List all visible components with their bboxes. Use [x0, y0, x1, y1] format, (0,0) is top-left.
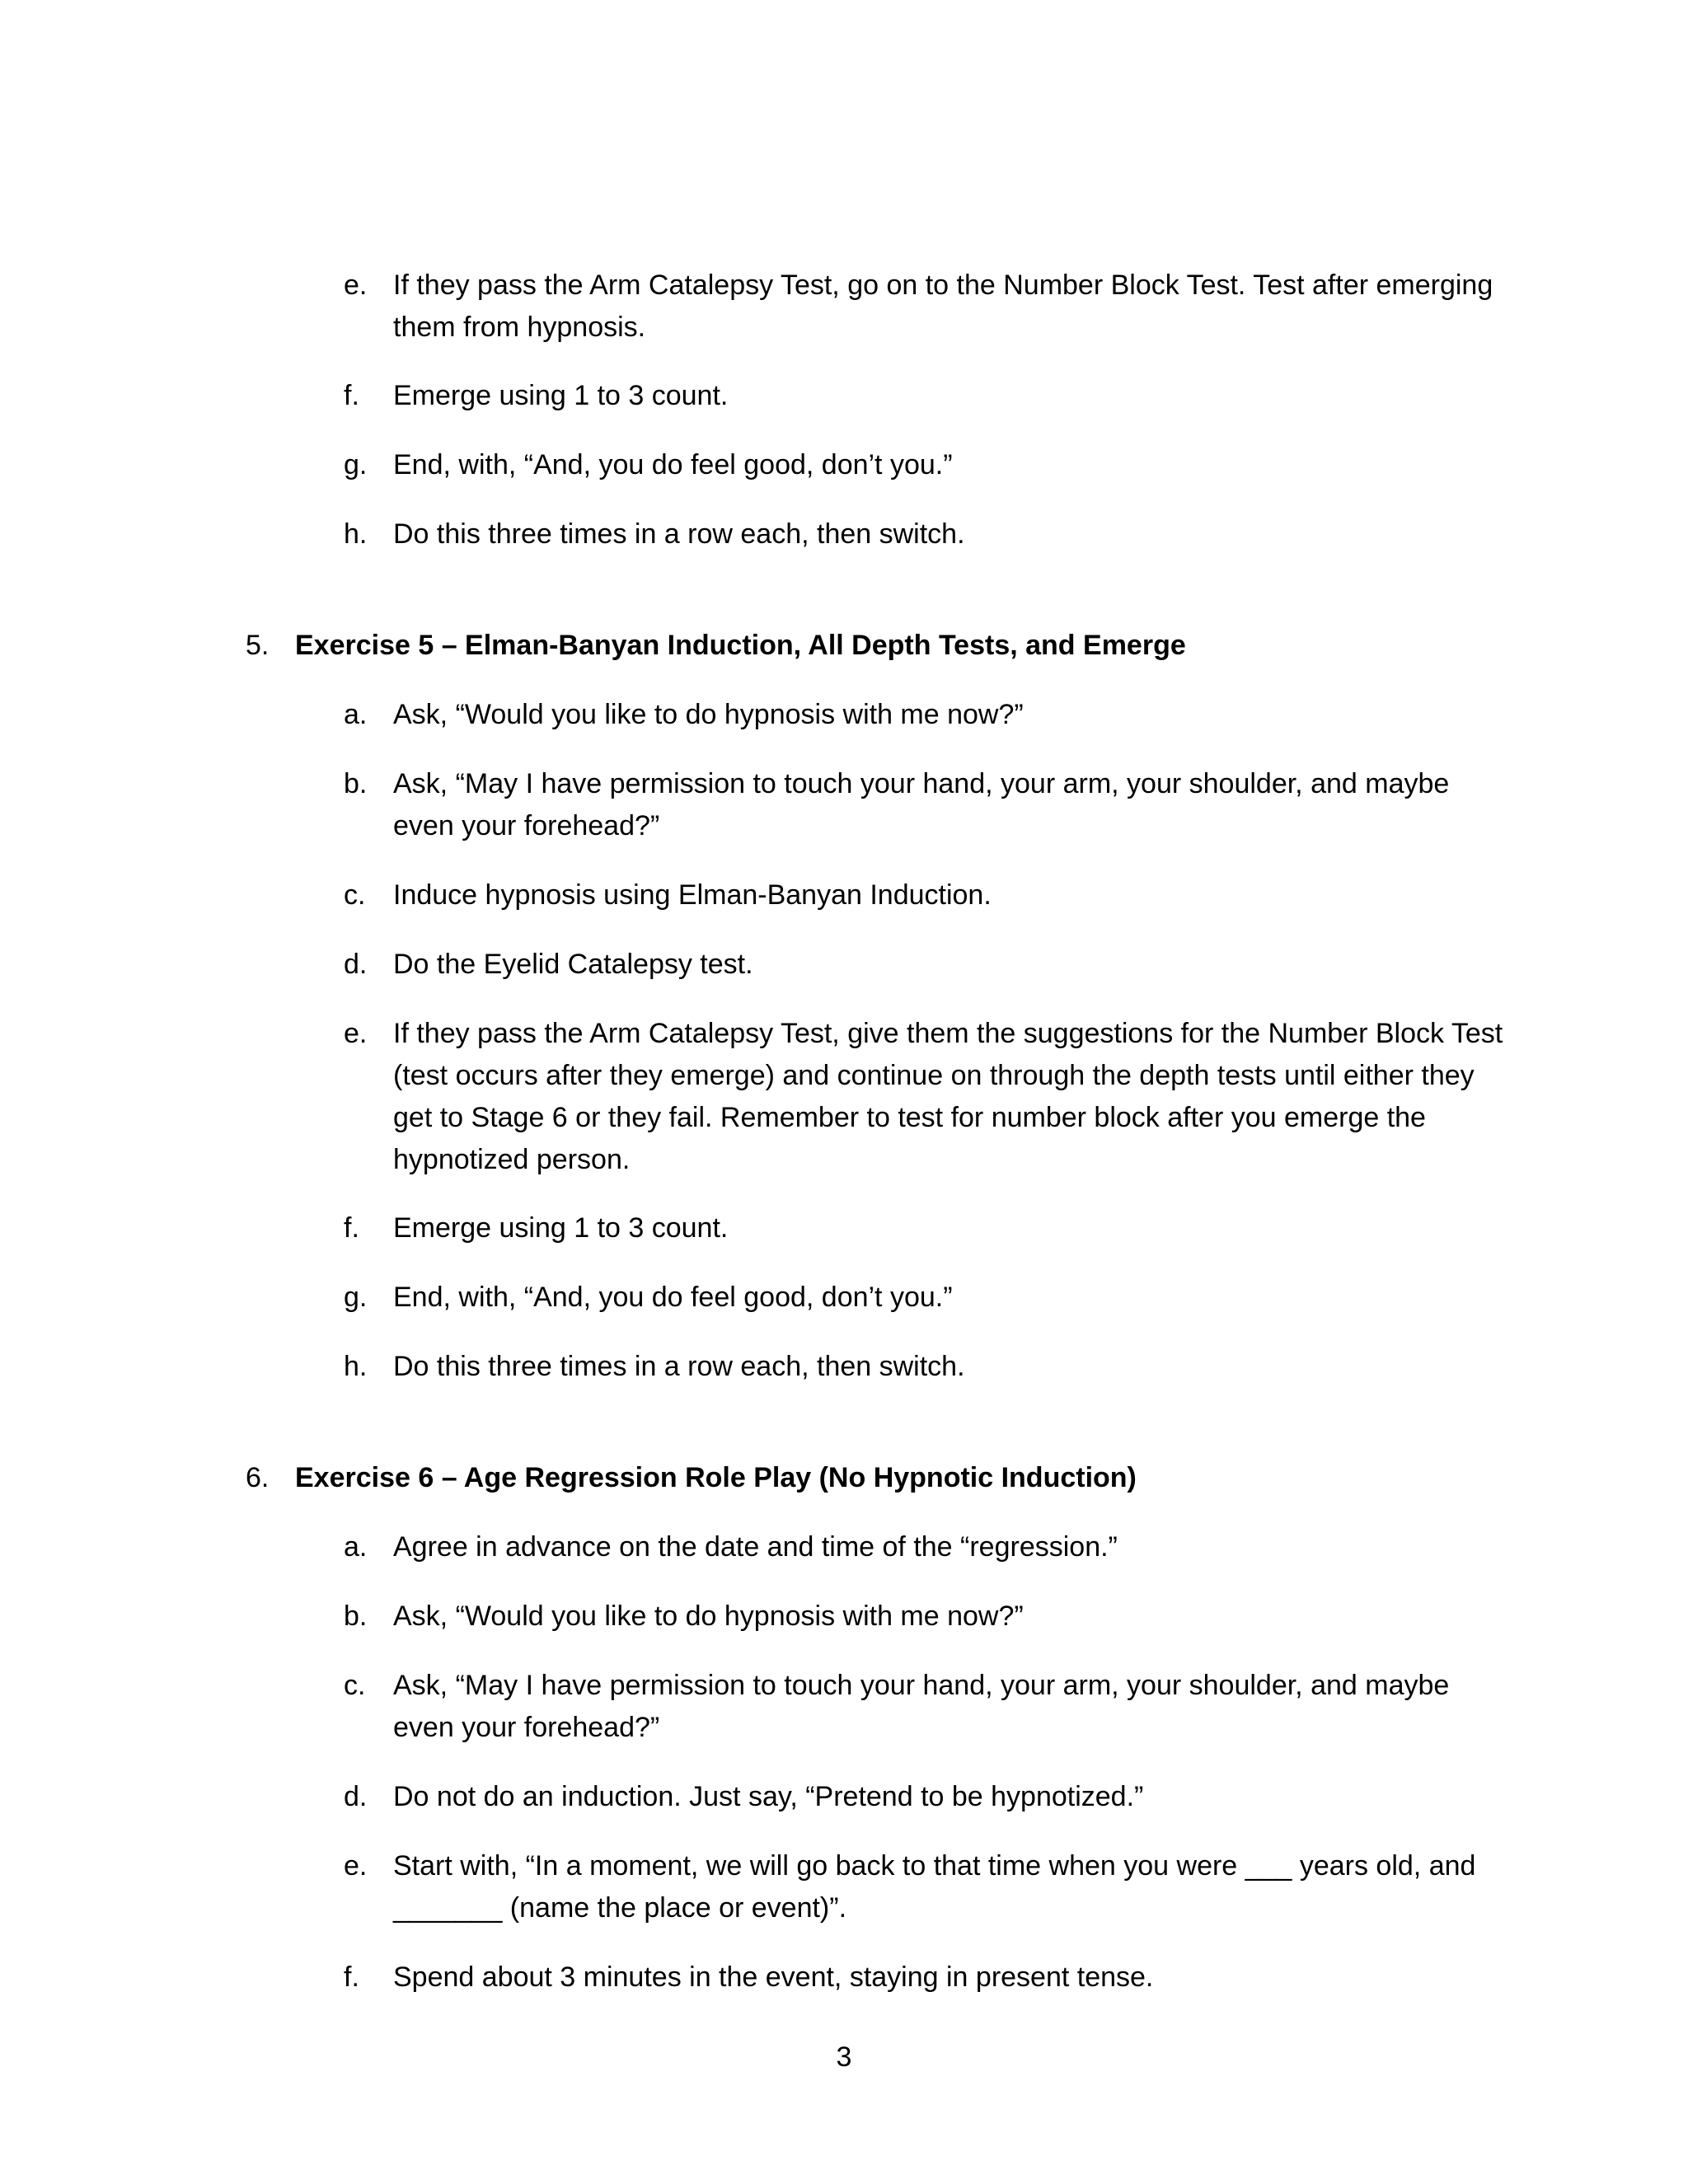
list-marker: b. — [344, 1601, 368, 1632]
list-item-text: Do this three times in a row each, then switch. — [393, 1351, 965, 1382]
list-marker: h. — [344, 1351, 368, 1382]
list-item-text: If they pass the Arm Catalepsy Test, go on to the Number Block Test. Test after emerging them from hypnosis. — [393, 269, 1493, 343]
list-item-text: Do this three times in a row each, then switch. — [393, 518, 965, 550]
list-marker: f. — [344, 380, 359, 411]
list-item-text: Do not do an induction. Just say, “Pretend to be hypnotized.” — [393, 1781, 1144, 1812]
list-item-text: Start with, “In a moment, we will go back to that time when you were ___ years old, and _______ (name the place or event)”. — [393, 1850, 1476, 1924]
list-marker: c. — [344, 879, 366, 911]
section-number: 5. — [246, 630, 270, 661]
list-item-text: If they pass the Arm Catalepsy Test, give them the suggestions for the Number Block Test (test occurs after they emerge) and continue on through the depth tests until either they get to Stage 6 or they fail. Remember to test for number block after you emerge the hypnotized person. — [393, 1018, 1503, 1175]
list-item-text: Ask, “May I have permission to touch your hand, your arm, your shoulder, and maybe even your forehead?” — [393, 768, 1450, 841]
list-item-text: Spend about 3 minutes in the event, staying in present tense. — [393, 1961, 1154, 1993]
list-marker: e. — [344, 1018, 368, 1049]
list-item — [344, 1776, 1514, 1818]
list-marker: b. — [344, 768, 368, 799]
list-item-text: Induce hypnosis using Elman-Banyan Induction. — [393, 879, 992, 911]
list-marker: f. — [344, 1961, 359, 1993]
list-item-text: Emerge using 1 to 3 count. — [393, 1212, 729, 1244]
list-item — [344, 1346, 1514, 1388]
list-marker: f. — [344, 1212, 359, 1244]
list-item — [344, 1596, 1514, 1638]
section-number: 6. — [246, 1462, 270, 1493]
list-marker: c. — [344, 1670, 366, 1701]
list-item — [344, 1957, 1514, 1999]
list-item — [344, 1207, 1514, 1249]
list-marker: g. — [344, 1282, 368, 1313]
list-item-text: Ask, “Would you like to do hypnosis with me now?” — [393, 699, 1024, 730]
list-item — [344, 1013, 1514, 1181]
list-marker: d. — [344, 1781, 368, 1812]
list-item-text: End, with, “And, you do feel good, don’t you.” — [393, 449, 953, 480]
list-marker: e. — [344, 269, 368, 301]
list-item — [344, 1277, 1514, 1319]
list-marker: a. — [344, 1531, 368, 1563]
list-marker: h. — [344, 518, 368, 550]
list-item — [344, 874, 1514, 916]
list-item-text: Do the Eyelid Catalepsy test. — [393, 949, 753, 980]
list-item-text: Ask, “Would you like to do hypnosis with me now?” — [393, 1601, 1024, 1632]
list-item — [344, 444, 1514, 486]
list-item — [344, 265, 1514, 349]
section-heading-exercise-6 — [246, 1457, 1564, 1499]
list-item-text: Emerge using 1 to 3 count. — [393, 380, 729, 411]
list-item — [344, 1665, 1514, 1749]
list-item — [344, 1526, 1514, 1568]
list-marker: e. — [344, 1850, 368, 1882]
list-marker: a. — [344, 699, 368, 730]
list-item-text: Ask, “May I have permission to touch your hand, your arm, your shoulder, and maybe even your forehead?” — [393, 1670, 1450, 1743]
list-item — [344, 375, 1514, 417]
list-item — [344, 1845, 1514, 1929]
section-title: Exercise 5 – Elman-Banyan Induction, All Depth Tests, and Emerge — [295, 630, 1186, 661]
page-number: 3 — [836, 2041, 852, 2073]
section-title: Exercise 6 – Age Regression Role Play (No Hypnotic Induction) — [295, 1462, 1137, 1493]
list-item — [344, 694, 1514, 736]
list-item-text: End, with, “And, you do feel good, don’t you.” — [393, 1282, 953, 1313]
section-heading-exercise-5 — [246, 625, 1564, 667]
list-item — [344, 944, 1514, 986]
list-marker: d. — [344, 949, 368, 980]
list-item-text: Agree in advance on the date and time of the “regression.” — [393, 1531, 1118, 1563]
list-item — [344, 513, 1514, 555]
list-marker: g. — [344, 449, 368, 480]
list-item — [344, 763, 1514, 847]
